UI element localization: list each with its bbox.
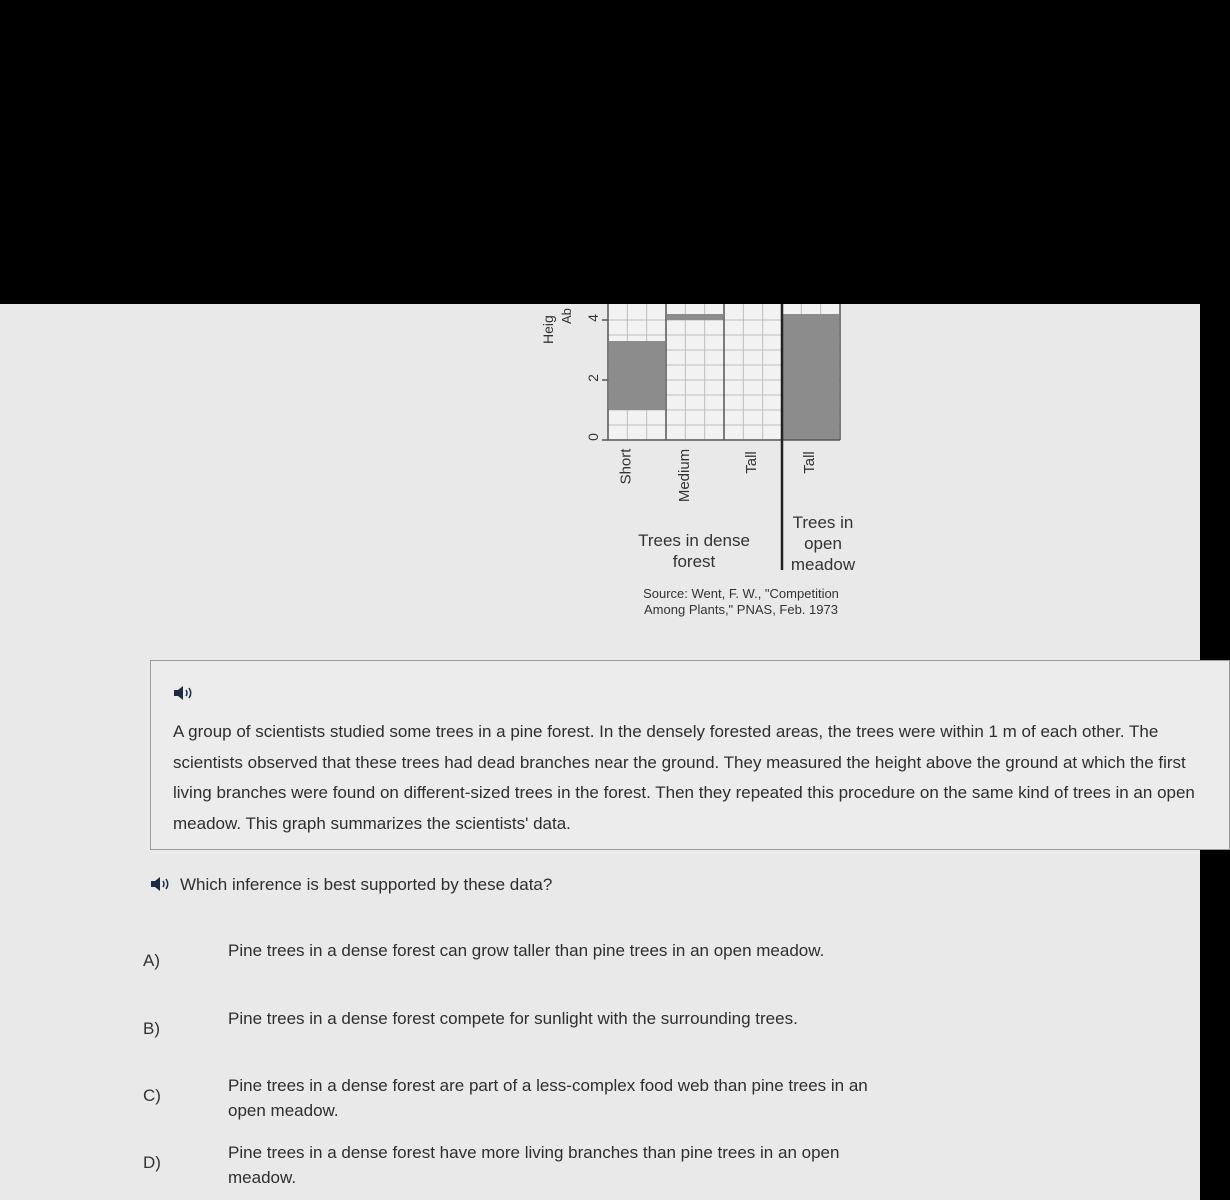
group-label-dense-forest: Trees in dense forest: [638, 531, 750, 571]
y-tick-0: 0: [584, 433, 601, 441]
choice-c-letter[interactable]: C): [143, 1086, 161, 1105]
choice-a-letter[interactable]: A): [143, 951, 160, 970]
choice-c-text[interactable]: Pine trees in a dense forest are part of a less-complex food web than pine trees in an open meadow.: [228, 1076, 868, 1120]
passage-box: [150, 660, 1230, 850]
y-tick-4: 4: [584, 314, 601, 322]
choice-b-letter[interactable]: B): [143, 1019, 160, 1038]
question-text: Which inference is best supported by these data?: [180, 875, 553, 894]
category-label-short: Short: [617, 448, 635, 485]
bar-2-medium: [667, 314, 723, 320]
group-label-open-meadow: Trees in open meadow: [790, 513, 856, 574]
black-overlay: [0, 0, 1200, 304]
choice-d-letter[interactable]: D): [143, 1153, 161, 1172]
y-axis-title-line2: Ab: [559, 308, 574, 324]
source-line-2: Among Plants," PNAS, Feb. 1973: [644, 602, 838, 617]
category-label-tall-meadow: Tall: [800, 451, 818, 474]
category-label-tall-forest: Tall: [742, 451, 760, 474]
chart-source: [610, 586, 872, 618]
choice-d-text[interactable]: Pine trees in a dense forest have more living branches than pine trees in an open meadow.: [228, 1143, 840, 1187]
bar-1-short: [609, 341, 665, 410]
y-axis-title-line1: Heig: [540, 315, 556, 344]
passage-text: A group of scientists studied some trees in a pine forest. In the densely forested areas, the trees were within 1 m of each other. The scientists observed that these trees had dead branches near the ground. They measured the height above the ground at which the first living branches were found on different-sized trees in the forest. Then they repeated this procedure on the same kind of trees in an open meadow. This graph summarizes the scientists' data.: [173, 722, 1195, 833]
source-line-1: Source: Went, F. W., "Competition: [643, 586, 839, 601]
bar-4-tall: [783, 314, 839, 440]
choice-a-text[interactable]: Pine trees in a dense forest can grow taller than pine trees in an open meadow.: [228, 941, 825, 960]
question-speaker-icon[interactable]: [150, 876, 172, 892]
category-label-medium: Medium: [676, 448, 694, 503]
y-tick-2: 2: [584, 374, 601, 382]
speaker-icon[interactable]: [173, 685, 195, 701]
choice-b-text[interactable]: Pine trees in a dense forest compete for sunlight with the surrounding trees.: [228, 1009, 798, 1028]
